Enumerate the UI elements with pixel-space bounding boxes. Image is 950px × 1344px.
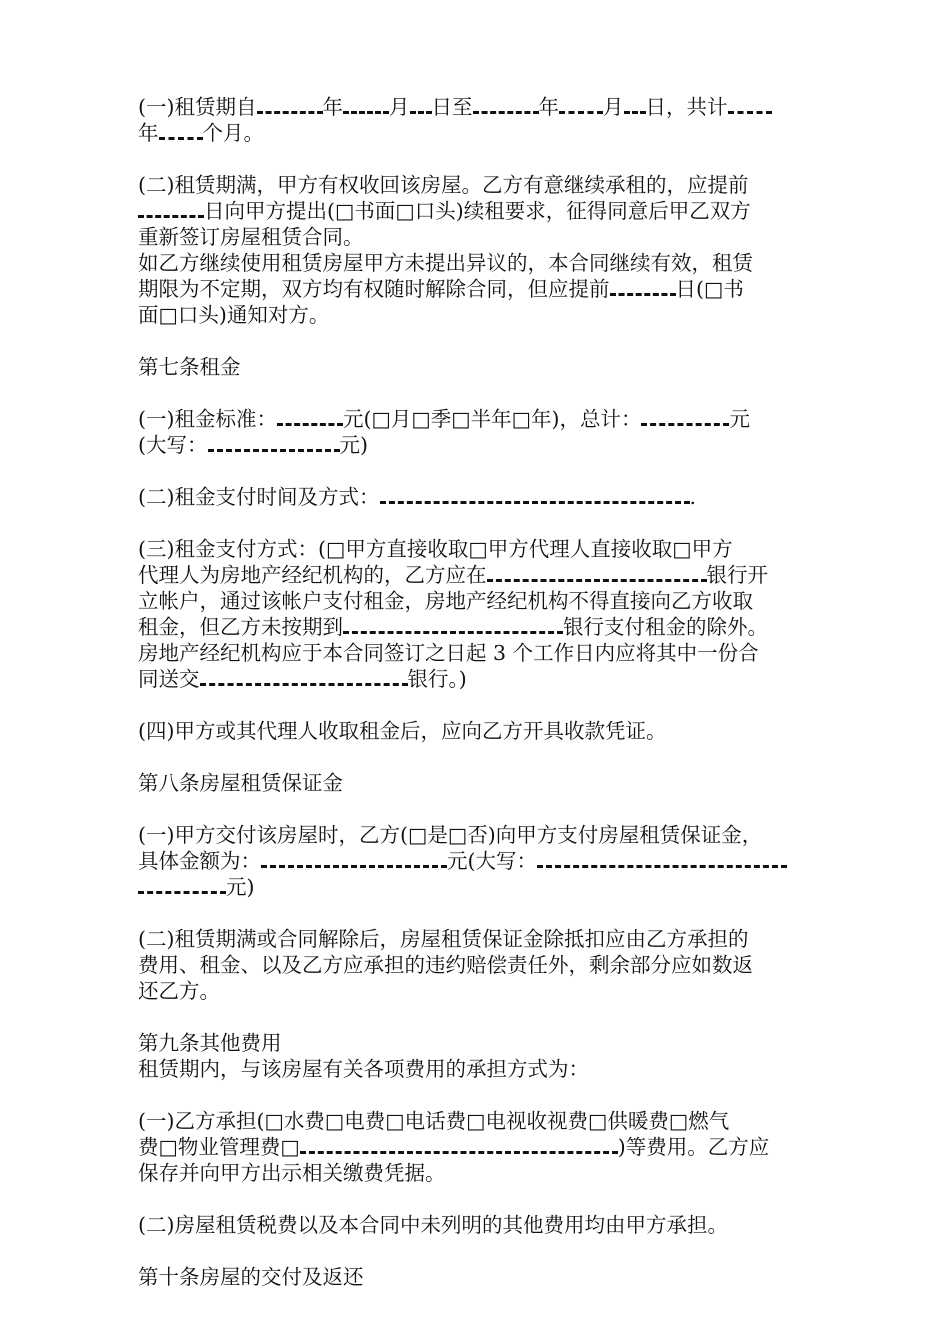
text-segment: 第十条房屋的交付及返还 (138, 1265, 364, 1289)
paragraph-s7-3 (138, 536, 818, 692)
fill-in-blank[interactable] (641, 422, 729, 426)
fill-in-blank[interactable] (208, 448, 340, 452)
text-segment: 月 (603, 95, 624, 119)
text-line (138, 1056, 818, 1082)
text-line (138, 1108, 818, 1134)
paragraph-gap (138, 692, 818, 718)
text-segment: 元 (729, 407, 750, 431)
paragraph-s6-2 (138, 172, 818, 328)
fill-in-blank[interactable] (343, 110, 389, 114)
fill-in-blank[interactable] (138, 214, 204, 218)
text-segment: 第九条其他费用 (138, 1031, 282, 1055)
text-segment: 费用、租金、以及乙方应承担的违约赔偿责任外，剩余部分应如数返 (138, 953, 753, 977)
text-line (138, 1030, 818, 1056)
text-segment: (二)租赁期满或合同解除后，房屋租赁保证金除抵扣应由乙方承担的 (138, 927, 749, 951)
paragraph-a9 (138, 1030, 818, 1082)
paragraph-s8-2 (138, 926, 818, 1004)
paragraph-s9-1 (138, 1108, 818, 1186)
paragraph-gap (138, 380, 818, 406)
text-segment: 个月。 (202, 121, 264, 145)
paragraph-s7-2 (138, 484, 818, 510)
contract-page (138, 94, 818, 1290)
paragraph-s7-1 (138, 406, 818, 458)
paragraph-gap (138, 328, 818, 354)
text-segment: 月 (389, 95, 410, 119)
text-segment: (二)租金支付时间及方式： (138, 485, 380, 509)
text-segment: (一)乙方承担(□水费□电费□电话费□电视收视费□供暖费□燃气 (138, 1109, 730, 1133)
text-segment: (四)甲方或其代理人收取租金后，应向乙方开具收款凭证。 (138, 719, 667, 743)
fill-in-blank[interactable] (487, 578, 707, 582)
paragraph-gap (138, 1004, 818, 1030)
text-segment: 年 (538, 95, 559, 119)
text-line (138, 588, 818, 614)
text-segment: 日至 (431, 95, 473, 119)
fill-in-blank[interactable] (261, 864, 447, 868)
fill-in-blank[interactable] (537, 864, 787, 868)
text-segment: (三)租金支付方式：(□甲方直接收取□甲方代理人直接收取□甲方 (138, 537, 733, 561)
text-segment: )等费用。乙方应 (617, 1135, 770, 1159)
text-segment: 第八条房屋租赁保证金 (138, 771, 343, 795)
text-segment: 年 (322, 95, 343, 119)
text-line (138, 1134, 818, 1160)
text-segment: 元(□月□季□半年□年)，总计： (343, 407, 642, 431)
paragraph-gap (138, 458, 818, 484)
text-line (138, 926, 818, 952)
fill-in-blank[interactable] (410, 110, 432, 114)
paragraph-gap (138, 744, 818, 770)
text-line (138, 770, 818, 796)
text-line (138, 822, 818, 848)
text-segment: 还乙方。 (138, 979, 220, 1003)
paragraph-gap (138, 796, 818, 822)
text-line (138, 978, 818, 1004)
paragraph-a10 (138, 1264, 818, 1290)
text-segment: 面□口头)通知对方。 (138, 303, 330, 327)
text-line (138, 666, 818, 692)
text-segment: 房地产经纪机构应于本合同签订之日起 3 个工作日内应将其中一份合 (138, 641, 759, 665)
text-segment: (一)甲方交付该房屋时，乙方(□是□否)向甲方支付房屋租赁保证金， (138, 823, 763, 847)
text-line (138, 354, 818, 380)
text-line (138, 120, 818, 146)
text-segment: 重新签订房屋租赁合同。 (138, 225, 364, 249)
text-segment: 费□物业管理费□ (138, 1135, 300, 1159)
paragraph-gap (138, 1082, 818, 1108)
text-line (138, 302, 818, 328)
text-line (138, 718, 818, 744)
text-segment: (二)房屋租赁税费以及本合同中未列明的其他费用均由甲方承担。 (138, 1213, 728, 1237)
text-line (138, 250, 818, 276)
text-segment: 具体金额为： (138, 849, 261, 873)
text-segment: . (689, 485, 697, 509)
text-line (138, 484, 818, 510)
text-segment: 代理人为房地产经纪机构的，乙方应在 (138, 563, 487, 587)
text-segment: (大写： (138, 433, 208, 457)
text-segment: 银行支付租金的除外。 (563, 615, 768, 639)
paragraph-a8 (138, 770, 818, 796)
fill-in-blank[interactable] (277, 422, 343, 426)
fill-in-blank[interactable] (138, 890, 226, 894)
fill-in-blank[interactable] (559, 110, 603, 114)
paragraph-gap (138, 1186, 818, 1212)
paragraph-s8-1 (138, 822, 818, 900)
text-line (138, 952, 818, 978)
fill-in-blank[interactable] (610, 292, 676, 296)
text-line (138, 614, 818, 640)
text-segment: (一)租赁期自 (138, 95, 257, 119)
text-segment: 保存并向甲方出示相关缴费凭据。 (138, 1161, 446, 1185)
text-segment: 立帐户，通过该帐户支付租金，房地产经纪机构不得直接向乙方收取 (138, 589, 753, 613)
text-segment: 租金，但乙方未按期到 (138, 615, 343, 639)
paragraph-gap (138, 900, 818, 926)
fill-in-blank[interactable] (159, 136, 203, 140)
text-segment: 银行开 (706, 563, 768, 587)
fill-in-blank[interactable] (300, 1150, 618, 1154)
text-segment: 年 (138, 121, 159, 145)
paragraph-gap (138, 510, 818, 536)
text-line (138, 640, 818, 666)
text-segment: 日向甲方提出(□书面□口头)续租要求，征得同意后甲乙双方 (204, 199, 751, 223)
paragraph-gap (138, 146, 818, 172)
text-segment: 日，共计 (645, 95, 728, 119)
text-segment: 如乙方继续使用租赁房屋甲方未提出异议的，本合同继续有效，租赁 (138, 251, 753, 275)
text-segment: 元(大写： (447, 849, 537, 873)
text-line (138, 276, 818, 302)
fill-in-blank[interactable] (343, 630, 563, 634)
text-segment: 同送交 (138, 667, 200, 691)
text-segment: 期限为不定期，双方均有权随时解除合同，但应提前 (138, 277, 610, 301)
text-segment: (二)租赁期满，甲方有权收回该房屋。乙方有意继续承租的，应提前 (138, 173, 749, 197)
text-line (138, 172, 818, 198)
paragraph-s7-4 (138, 718, 818, 744)
fill-in-blank[interactable] (473, 110, 539, 114)
text-line (138, 536, 818, 562)
paragraph-s9-2 (138, 1212, 818, 1238)
text-line (138, 1160, 818, 1186)
text-line (138, 94, 818, 120)
paragraph-gap (138, 1238, 818, 1264)
text-segment: 银行。) (407, 667, 467, 691)
fill-in-blank[interactable] (624, 110, 646, 114)
fill-in-blank[interactable] (728, 110, 772, 114)
text-line (138, 198, 818, 224)
text-segment: 第七条租金 (138, 355, 241, 379)
text-segment: 元) (226, 875, 255, 899)
text-line (138, 874, 818, 900)
text-line (138, 848, 818, 874)
text-segment: (一)租金标准： (138, 407, 277, 431)
fill-in-blank[interactable] (257, 110, 323, 114)
text-line (138, 1212, 818, 1238)
text-segment: 租赁期内，与该房屋有关各项费用的承担方式为： (138, 1057, 589, 1081)
text-line (138, 432, 818, 458)
paragraph-a7 (138, 354, 818, 380)
fill-in-blank[interactable] (200, 682, 408, 686)
fill-in-blank[interactable] (380, 500, 690, 504)
text-line (138, 562, 818, 588)
text-line (138, 224, 818, 250)
text-segment: 日(□书 (675, 277, 744, 301)
text-line (138, 1264, 818, 1290)
text-segment: 元) (339, 433, 368, 457)
paragraph-s6-1 (138, 94, 818, 146)
text-line (138, 406, 818, 432)
